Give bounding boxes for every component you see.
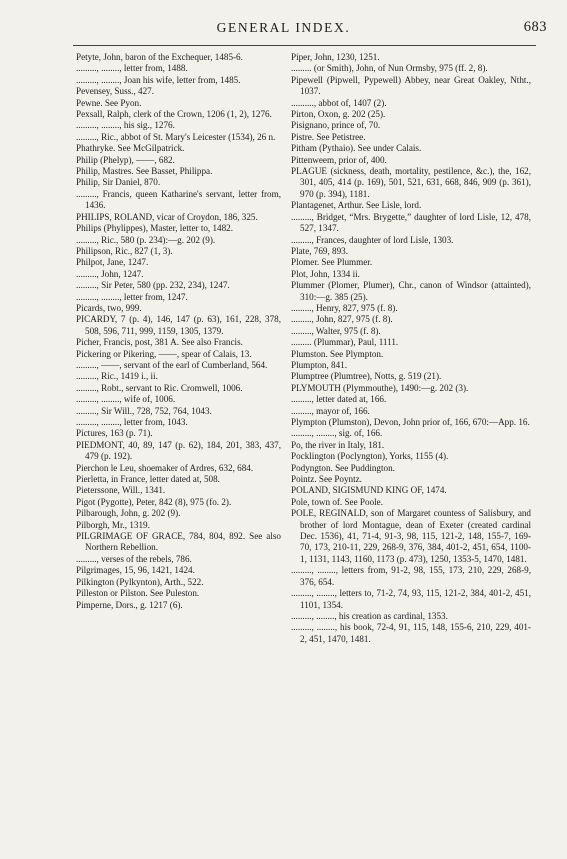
index-entry: Phathryke. See McGilpatrick. xyxy=(76,143,185,154)
index-entry: Plate, 769, 893. xyxy=(291,245,349,256)
index-entry: Pigot (Pygotte), Peter, 842 (8), 975 (fo. 2). xyxy=(76,496,232,507)
index-entry: ........., Bridget, “Mrs. Brygette,” daughter of lord Lisle, 12, 478, 527, 1347. xyxy=(291,211,531,234)
index-entry: ........., Frances, daughter of lord Lisle, 1303. xyxy=(291,234,454,245)
index-entry: ........., ——, servant of the earl of Cumberland, 564. xyxy=(76,359,268,370)
index-entry: Pevensey, Suss., 427. xyxy=(76,86,154,97)
index-entry: Po, the river in Italy, 181. xyxy=(291,439,385,450)
page-number: 683 xyxy=(523,19,547,35)
index-entry: Pieterssone, Will., 1341. xyxy=(76,485,166,496)
index-entry: Pistre. See Petistree. xyxy=(291,131,366,142)
index-entry: ........., Sir Will., 728, 752, 764, 1043. xyxy=(76,405,212,416)
index-entry: ........., Robt., servant to Ric. Cromwell, 1006. xyxy=(76,382,243,393)
index-entry: Picher, Francis, post, 381 A. See also Francis. xyxy=(76,337,243,348)
index-entry: Philip (Phelyp), ——, 682. xyxy=(76,154,175,165)
right-index-column xyxy=(291,52,531,852)
index-entry: Pickering or Pikering, ——, spear of Calais, 13. xyxy=(76,348,252,359)
index-entry: ........., ........, letter from, 1043. xyxy=(76,417,188,427)
index-entry: Plumptree (Plumtree), Notts, g. 519 (21). xyxy=(291,371,442,382)
index-entry: POLE, REGINALD, son of Margaret countess of Salisbury, and brother of lord Montague, dean of Exeter (created cardinal Dec. 1536), 41, 71-4, 91-3, 98, 115, 121-2, 148, 155-7, 169-70, 173, 210-11, 229, 268-9, 376, 384, 401-2, 451, 654, 1100-1, 1131, 1143, 1160, 1173 (p. 473), 1250, 1353-5, 1470, 1481. xyxy=(291,508,531,564)
index-entry: ........., John, 1247. xyxy=(76,268,144,279)
index-entry: ........., ........, his creation as cardinal, 1353. xyxy=(291,610,448,621)
index-entry: ........., Ric., abbot of St. Mary's Leicester (1534), 26 n. xyxy=(76,131,276,142)
index-entry: Petyte, John, baron of the Exchequer, 1485-6. xyxy=(76,52,243,62)
index-entry: PICARDY, 7 (p. 4), 146, 147 (p. 63), 161, 228, 378, 508, 596, 711, 999, 1159, 1305, 1379. xyxy=(76,314,281,336)
index-entry: Pexsall, Ralph, clerk of the Crown, 1206 (1, 2), 1276. xyxy=(76,109,272,120)
index-entry: Pittenweem, prior of, 400. xyxy=(291,154,387,165)
index-entry: Plumston. See Plympton. xyxy=(291,348,384,359)
index-entry: ........., ........, letters from, 91-2, 98, 155, 173, 210, 229, 268-9, 376, 654. xyxy=(291,565,531,587)
index-entry: ........., letter dated at, 166. xyxy=(291,394,387,405)
index-entry: Pewne. See Pyon. xyxy=(76,97,142,108)
index-entry: ........., ........, his book, 72-4, 91, 115, 148, 155-6, 210, 229, 401-2, 451, 1470, 1481. xyxy=(291,622,531,644)
index-entry: .........., abbot of, 1407 (2). xyxy=(291,97,387,108)
index-entry: Pilgrimages, 15, 96, 1421, 1424. xyxy=(76,565,195,576)
index-entry: ........., verses of the rebels, 786. xyxy=(76,553,192,564)
index-entry: ........., ........, letters to, 71-2, 74, 93, 115, 121-2, 384, 401-2, 451, 1101, 1354. xyxy=(291,588,531,610)
index-entry: PIEDMONT, 40, 89, 147 (p. 62), 184, 201, 383, 437, 479 (p. 192). xyxy=(76,439,281,462)
index-entry: Philip, Sir Daniel, 870. xyxy=(76,177,161,188)
header-rule xyxy=(73,45,536,46)
index-entry: Plantagenet, Arthur. See Lisle, lord. xyxy=(291,200,422,211)
index-entry: ........., Ric., 1419 i., ii. xyxy=(76,371,158,382)
index-entry: Pierchon le Leu, shoemaker of Ardres, 632, 684. xyxy=(76,462,254,473)
index-entry: ........., mayor of, 166. xyxy=(291,405,370,416)
index-entry: Plot, John, 1334 ii. xyxy=(291,268,360,279)
index-entry: POLAND, SIGISMUND KING OF, 1474. xyxy=(291,485,447,496)
index-entry: Philips (Phylippes), Master, letter to, 1482. xyxy=(76,223,234,234)
index-entry: Plumpton, 841. xyxy=(291,359,348,370)
index-entry: PLYMOUTH (Plymmouthe), 1490:—g. 202 (3). xyxy=(291,382,469,393)
index-entry: Podyngton. See Puddington. xyxy=(291,462,395,473)
index-entry: ........., John, 827, 975 (f. 8). xyxy=(291,314,393,325)
index-entry: Plomer. See Plummer. xyxy=(291,257,373,268)
index-entry: Pictures, 163 (p. 71). xyxy=(76,428,153,439)
index-entry: PILGRIMAGE OF GRACE, 784, 804, 892. See also Northern Rebellion. xyxy=(76,531,281,553)
left-index-column xyxy=(76,52,281,852)
index-entry: ........., ........, sig. of, 166. xyxy=(291,428,383,439)
index-entry: Pimperne, Dors., g. 1217 (6). xyxy=(76,599,183,610)
index-entry: ........., ........, Joan his wife, letter from, 1485. xyxy=(76,74,241,85)
index-entry: ........., Walter, 975 (f. 8). xyxy=(291,325,381,336)
index-entry: ........., ........, letter from, 1488. xyxy=(76,63,188,74)
index-entry: Philipson, Ric., 827 (1, 3). xyxy=(76,245,173,256)
index-entry: Pole, town of. See Poole. xyxy=(291,496,384,507)
index-entry: ........., Francis, queen Katharine's servant, letter from, 1436. xyxy=(76,188,281,211)
index-entry: ........., ........, his sig., 1276. xyxy=(76,120,175,131)
index-entry: Pilborgh, Mr., 1319. xyxy=(76,519,150,530)
index-entry: Pirton, Oxon, g. 202 (25). xyxy=(291,109,386,120)
index-entry: Philip, Mastres. See Basset, Philippa. xyxy=(76,166,213,177)
index-entry: Pisignano, prince of, 70. xyxy=(291,120,381,131)
index-entry: Plummer (Plomer, Plumer), Chr., canon of Windsor (attainted), 310:—g. 385 (25). xyxy=(291,280,531,302)
index-entry: ........., Ric., 580 (p. 234):—g. 202 (9). xyxy=(76,234,216,245)
index-entry: ........., ........, letter from, 1247. xyxy=(76,291,188,302)
index-entry: PLAGUE (sickness, death, mortality, pestilence, &c.), the, 162, 301, 405, 414 (p. 169), 501, 521, 631, 668, 846, 909 (p. 361), 970 (p. 394), 1181. xyxy=(291,166,531,199)
index-entry: PHILIPS, ROLAND, vicar of Croydon, 186, 325. xyxy=(76,211,258,222)
index-entry: Pilkington (Pylkynton), Arth., 522. xyxy=(76,576,204,587)
index-entry: ........., ........, wife of, 1006. xyxy=(76,394,176,405)
page-title: GENERAL INDEX. xyxy=(216,20,351,35)
index-entry: Plympton (Plumston), Devon, John prior of, 166, 670:—App. 16. xyxy=(291,417,530,427)
index-entry: ......... (or Smith), John, of Nun Ormsby, 975 (ff. 2, 8). xyxy=(291,63,488,74)
index-entry: Pilbarough, John, g. 202 (9). xyxy=(76,508,181,519)
page-header xyxy=(0,20,567,42)
index-entry: Pocklington (Poclyngton), Yorks, 1155 (4). xyxy=(291,451,449,462)
index-entry: Philpot, Jane, 1247. xyxy=(76,257,149,268)
index-entry: ........., Henry, 827, 975 (f. 8). xyxy=(291,302,398,313)
index-entry: Pipewell (Pipwell, Pypewell) Abbey, near Great Oakley, Ntht., 1037. xyxy=(291,74,531,97)
index-entry: Pierletta, in France, letter dated at, 508. xyxy=(76,474,220,485)
index-entry: Picards, two, 999. xyxy=(76,302,142,313)
index-entry: Piper, John, 1230, 1251. xyxy=(291,52,380,62)
index-entry: Pilleston or Pilston. See Puleston. xyxy=(76,588,200,599)
index-entry: Pointz. See Poyntz. xyxy=(291,474,362,485)
index-entry: Pitham (Pythaio). See under Calais. xyxy=(291,143,422,154)
index-entry: ......... (Plummar), Paul, 1111. xyxy=(291,337,399,348)
index-entry: ........., Sir Peter, 580 (pp. 232, 234), 1247. xyxy=(76,280,230,291)
